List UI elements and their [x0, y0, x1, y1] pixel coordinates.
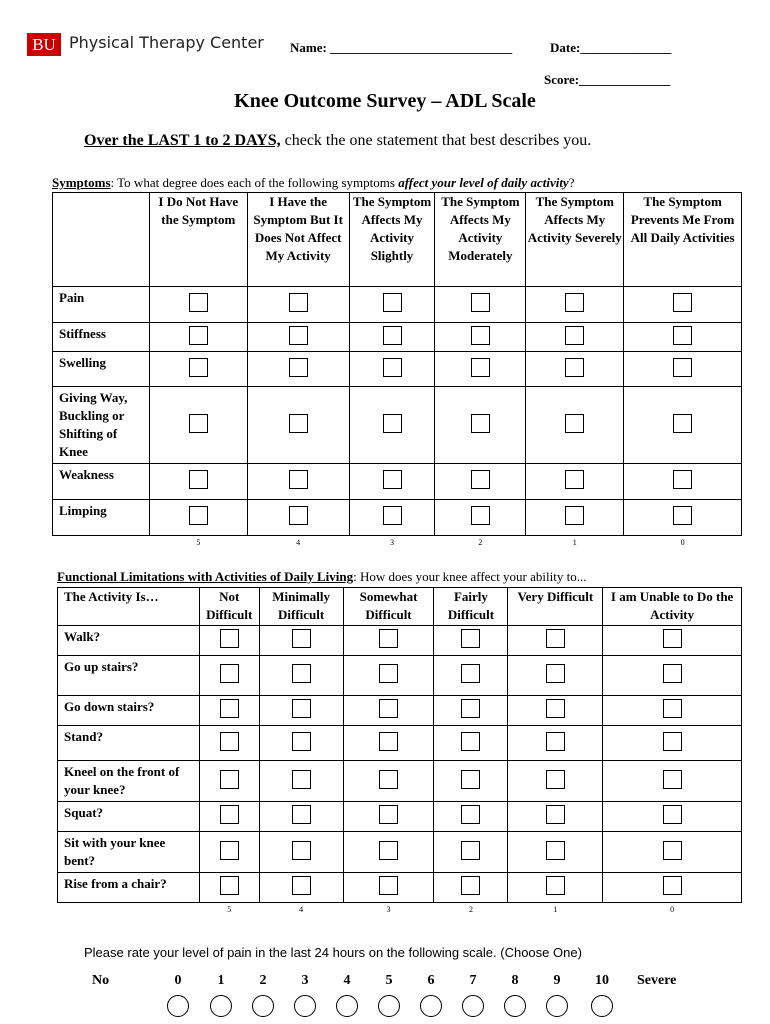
functional-cell: [199, 832, 259, 873]
symptoms-cell: [526, 464, 624, 500]
functional-cell: [199, 696, 259, 726]
symptoms-score-value: 2: [478, 538, 483, 547]
functional-cell: [434, 656, 508, 696]
functional-score-value: 0: [670, 905, 675, 914]
symptoms-cell: [349, 464, 435, 500]
pain-high-label: Severe: [637, 973, 677, 988]
functional-heading: [57, 569, 586, 585]
symptoms-checkbox[interactable]: [189, 293, 208, 312]
functional-checkbox[interactable]: [663, 629, 682, 648]
functional-cell: [259, 626, 343, 656]
functional-row: [58, 696, 742, 726]
functional-table: [57, 587, 742, 903]
functional-checkbox[interactable]: [379, 770, 398, 789]
functional-checkbox[interactable]: [546, 629, 565, 648]
symptoms-row: [53, 500, 742, 536]
symptoms-checkbox[interactable]: [189, 414, 208, 433]
symptoms-row-label: Pain: [53, 287, 150, 323]
symptoms-col-header: I Do Not Have the Symptom: [149, 193, 247, 287]
symptoms-cell: [435, 500, 526, 536]
functional-cell: [259, 802, 343, 832]
symptoms-checkbox[interactable]: [189, 326, 208, 345]
functional-cell: [259, 726, 343, 761]
date-field[interactable]: Date:______________: [550, 40, 672, 55]
symptoms-table: [52, 192, 742, 536]
pain-scale-number: 10: [595, 973, 609, 988]
functional-cell: [259, 656, 343, 696]
symptoms-score-value: 3: [390, 538, 394, 547]
symptoms-score-value: 4: [296, 538, 301, 547]
symptoms-checkbox[interactable]: [189, 358, 208, 377]
symptoms-row: [53, 464, 742, 500]
pain-low-label: No: [92, 973, 110, 988]
functional-checkbox[interactable]: [220, 664, 239, 683]
pain-scale-radio[interactable]: [378, 995, 400, 1017]
symptoms-checkbox[interactable]: [289, 293, 308, 312]
functional-checkbox[interactable]: [461, 841, 480, 860]
functional-cell: [343, 873, 434, 903]
functional-row: [58, 761, 742, 802]
functional-cell: [508, 873, 603, 903]
symptoms-cell: [247, 323, 349, 352]
symptoms-checkbox[interactable]: [565, 414, 584, 433]
symptoms-checkbox[interactable]: [289, 470, 308, 489]
functional-cell: [508, 832, 603, 873]
functional-checkbox[interactable]: [663, 699, 682, 718]
functional-checkbox[interactable]: [546, 770, 565, 789]
functional-cell: [199, 626, 259, 656]
logo-name: Physical Therapy Center: [69, 33, 264, 52]
pain-scale-number: 0: [174, 973, 182, 988]
functional-checkbox[interactable]: [220, 805, 239, 824]
functional-cell: [508, 626, 603, 656]
functional-cell: [508, 656, 603, 696]
functional-checkbox[interactable]: [292, 841, 311, 860]
pain-scale-number: 6: [427, 973, 435, 988]
functional-checkbox[interactable]: [292, 664, 311, 683]
symptoms-checkbox[interactable]: [289, 358, 308, 377]
functional-row: [58, 726, 742, 761]
symptoms-cell: [247, 500, 349, 536]
pain-scale-radio[interactable]: [591, 995, 613, 1017]
functional-score-value: 5: [227, 905, 232, 914]
symptoms-checkbox[interactable]: [383, 326, 402, 345]
symptoms-checkbox[interactable]: [673, 293, 692, 312]
functional-cell: [199, 726, 259, 761]
symptoms-question-end: ?: [568, 175, 575, 190]
functional-cell: [434, 873, 508, 903]
functional-checkbox[interactable]: [379, 876, 398, 895]
symptoms-checkbox[interactable]: [565, 358, 584, 377]
functional-row-label: Kneel on the front of your knee?: [58, 761, 200, 802]
pain-scale-radio[interactable]: [336, 995, 358, 1017]
pain-scale-radio[interactable]: [252, 995, 274, 1017]
symptoms-cell: [149, 500, 247, 536]
functional-cell: [508, 726, 603, 761]
symptoms-cell: [149, 323, 247, 352]
symptoms-checkbox[interactable]: [673, 358, 692, 377]
functional-checkbox[interactable]: [292, 629, 311, 648]
functional-row-label: Sit with your knee bent?: [58, 832, 200, 873]
symptoms-checkbox[interactable]: [383, 414, 402, 433]
symptoms-cell: [624, 287, 742, 323]
pain-question: Please rate your level of pain in the last 24 hours on the following scale. (Choose One): [84, 945, 582, 960]
functional-checkbox[interactable]: [292, 770, 311, 789]
functional-row: [58, 656, 742, 696]
functional-checkbox[interactable]: [663, 841, 682, 860]
functional-cell: [199, 761, 259, 802]
symptoms-cell: [149, 352, 247, 387]
symptoms-col-header: The Symptom Affects My Activity Slightly: [349, 193, 435, 287]
functional-checkbox[interactable]: [379, 841, 398, 860]
symptoms-row: [53, 323, 742, 352]
functional-checkbox[interactable]: [461, 699, 480, 718]
symptoms-checkbox[interactable]: [289, 506, 308, 525]
symptoms-checkbox[interactable]: [189, 506, 208, 525]
symptoms-cell: [624, 387, 742, 464]
functional-cell: [434, 626, 508, 656]
symptoms-col-header: The Symptom Affects My Activity Severely: [526, 193, 624, 287]
functional-checkbox[interactable]: [546, 699, 565, 718]
functional-checkbox[interactable]: [461, 732, 480, 751]
functional-cell: [603, 761, 742, 802]
symptoms-checkbox[interactable]: [471, 293, 490, 312]
functional-cell: [343, 761, 434, 802]
symptoms-cell: [624, 500, 742, 536]
name-field[interactable]: Name: ____________________________: [290, 40, 513, 55]
functional-checkbox[interactable]: [546, 876, 565, 895]
functional-cell: [603, 802, 742, 832]
symptoms-cell: [526, 352, 624, 387]
functional-checkbox[interactable]: [379, 664, 398, 683]
symptoms-checkbox[interactable]: [673, 470, 692, 489]
pain-scale-number: 2: [259, 973, 267, 988]
functional-checkbox[interactable]: [379, 699, 398, 718]
symptoms-col-header: The Symptom Affects My Activity Moderately: [435, 193, 526, 287]
pain-scale-number: 5: [385, 973, 393, 988]
symptoms-cell: [349, 500, 435, 536]
functional-cell: [603, 873, 742, 903]
symptoms-cell: [149, 387, 247, 464]
symptoms-cell: [247, 287, 349, 323]
symptoms-row: [53, 387, 742, 464]
functional-checkbox[interactable]: [292, 876, 311, 895]
functional-row-label: Squat?: [58, 802, 200, 832]
symptoms-cell: [349, 323, 435, 352]
functional-score-value: 1: [553, 905, 558, 914]
symptoms-checkbox[interactable]: [383, 506, 402, 525]
functional-row-label: Rise from a chair?: [58, 873, 200, 903]
functional-score-value: 2: [468, 905, 473, 914]
symptoms-cell: [624, 352, 742, 387]
functional-cell: [343, 656, 434, 696]
functional-checkbox[interactable]: [663, 770, 682, 789]
logo-mark: BU: [27, 33, 61, 56]
symptoms-col-header: I Have the Symptom But It Does Not Affect My Activity: [247, 193, 349, 287]
symptoms-checkbox[interactable]: [289, 326, 308, 345]
functional-cell: [508, 802, 603, 832]
functional-cell: [603, 726, 742, 761]
functional-checkbox[interactable]: [663, 664, 682, 683]
symptoms-cell: [526, 323, 624, 352]
symptoms-row-label: Limping: [53, 500, 150, 536]
functional-row-label: Walk?: [58, 626, 200, 656]
symptoms-cell: [349, 387, 435, 464]
functional-cell: [199, 656, 259, 696]
symptoms-row: [53, 352, 742, 387]
functional-checkbox[interactable]: [461, 876, 480, 895]
functional-col-header: Somewhat Difficult: [343, 588, 434, 626]
symptoms-cell: [435, 287, 526, 323]
symptoms-checkbox[interactable]: [673, 414, 692, 433]
symptoms-checkbox[interactable]: [383, 470, 402, 489]
functional-checkbox[interactable]: [379, 805, 398, 824]
functional-checkbox[interactable]: [379, 732, 398, 751]
functional-checkbox[interactable]: [546, 732, 565, 751]
functional-cell: [508, 696, 603, 726]
pain-scale-radio[interactable]: [462, 995, 484, 1017]
functional-cell: [603, 832, 742, 873]
pain-scale-number: 1: [217, 973, 225, 988]
symptoms-corner: [53, 193, 150, 287]
symptoms-score-value: 5: [196, 538, 201, 547]
functional-col-header: Very Difficult: [508, 588, 603, 626]
symptoms-header-row: [53, 193, 742, 287]
symptoms-row-label: Swelling: [53, 352, 150, 387]
symptoms-col-header: The Symptom Prevents Me From All Daily Activities: [624, 193, 742, 287]
functional-checkbox[interactable]: [663, 805, 682, 824]
symptoms-checkbox[interactable]: [189, 470, 208, 489]
symptoms-cell: [624, 464, 742, 500]
functional-row: [58, 626, 742, 656]
functional-score-value: 4: [299, 905, 304, 914]
functional-checkbox[interactable]: [220, 841, 239, 860]
symptoms-checkbox[interactable]: [471, 358, 490, 377]
functional-cell: [434, 726, 508, 761]
functional-cell: [434, 696, 508, 726]
functional-row-header: The Activity Is…: [58, 588, 200, 626]
functional-label: Functional Limitations with Activities of Daily Living: [57, 569, 354, 584]
functional-checkbox[interactable]: [546, 841, 565, 860]
symptoms-cell: [435, 352, 526, 387]
symptoms-question-emph: affect your level of daily activity: [398, 175, 569, 190]
functional-cell: [434, 832, 508, 873]
functional-row-label: Go up stairs?: [58, 656, 200, 696]
symptoms-label: Symptoms: [52, 175, 111, 190]
functional-question: : How does your knee affect your ability to...: [353, 569, 587, 584]
symptoms-heading: [52, 175, 574, 191]
symptoms-checkbox[interactable]: [471, 506, 490, 525]
functional-cell: [603, 626, 742, 656]
functional-cell: [343, 726, 434, 761]
functional-cell: [259, 832, 343, 873]
functional-checkbox[interactable]: [220, 699, 239, 718]
functional-checkbox[interactable]: [379, 629, 398, 648]
pain-scale-number: 4: [343, 973, 351, 988]
symptoms-row-label: Giving Way, Buckling or Shifting of Knee: [53, 387, 150, 464]
symptoms-checkbox[interactable]: [471, 414, 490, 433]
functional-score-value: 3: [386, 905, 391, 914]
pain-scale-radio[interactable]: [420, 995, 442, 1017]
functional-row: [58, 802, 742, 832]
symptoms-checkbox[interactable]: [471, 326, 490, 345]
symptoms-cell: [624, 323, 742, 352]
symptoms-cell: [526, 287, 624, 323]
functional-checkbox[interactable]: [663, 732, 682, 751]
pain-scale-number: 3: [301, 973, 309, 988]
symptoms-checkbox[interactable]: [565, 506, 584, 525]
functional-checkbox[interactable]: [220, 732, 239, 751]
functional-col-header: Not Difficult: [199, 588, 259, 626]
functional-cell: [259, 873, 343, 903]
functional-checkbox[interactable]: [461, 770, 480, 789]
functional-checkbox[interactable]: [546, 805, 565, 824]
pain-scale-number: 7: [469, 973, 477, 988]
pain-scale-radio[interactable]: [546, 995, 568, 1017]
symptoms-score-value: 1: [572, 538, 577, 547]
functional-checkbox[interactable]: [461, 664, 480, 683]
symptoms-row-label: Stiffness: [53, 323, 150, 352]
symptoms-checkbox[interactable]: [383, 358, 402, 377]
functional-cell: [343, 832, 434, 873]
page-title: Knee Outcome Survey – ADL Scale: [234, 90, 536, 112]
pain-scale-number: 9: [553, 973, 561, 988]
functional-cell: [434, 761, 508, 802]
functional-col-header: Minimally Difficult: [259, 588, 343, 626]
pain-scale-radio[interactable]: [210, 995, 232, 1017]
functional-cell: [199, 802, 259, 832]
functional-cell: [343, 802, 434, 832]
functional-checkbox[interactable]: [220, 629, 239, 648]
functional-row: [58, 832, 742, 873]
symptoms-cell: [526, 387, 624, 464]
functional-checkbox[interactable]: [220, 876, 239, 895]
functional-checkbox[interactable]: [546, 664, 565, 683]
symptoms-checkbox[interactable]: [565, 326, 584, 345]
symptoms-cell: [435, 464, 526, 500]
functional-cell: [343, 696, 434, 726]
functional-cell: [603, 696, 742, 726]
functional-checkbox[interactable]: [292, 732, 311, 751]
symptoms-cell: [349, 287, 435, 323]
functional-checkbox[interactable]: [292, 699, 311, 718]
instruction-rest: check the one statement that best describes you.: [280, 132, 592, 149]
symptoms-cell: [435, 387, 526, 464]
functional-row-label: Go down stairs?: [58, 696, 200, 726]
symptoms-checkbox[interactable]: [565, 293, 584, 312]
functional-row-label: Stand?: [58, 726, 200, 761]
instruction: [84, 132, 591, 150]
functional-checkbox[interactable]: [663, 876, 682, 895]
functional-checkbox[interactable]: [292, 805, 311, 824]
functional-checkbox[interactable]: [461, 629, 480, 648]
symptoms-cell: [247, 387, 349, 464]
score-field[interactable]: Score:______________: [544, 72, 671, 87]
symptoms-cell: [435, 323, 526, 352]
instruction-emph: Over the LAST 1 to 2 DAYS,: [84, 132, 281, 149]
functional-checkbox[interactable]: [220, 770, 239, 789]
functional-cell: [199, 873, 259, 903]
functional-col-header: Fairly Difficult: [434, 588, 508, 626]
symptoms-cell: [247, 464, 349, 500]
symptoms-checkbox[interactable]: [471, 470, 490, 489]
symptoms-score-value: 0: [680, 538, 685, 547]
symptoms-checkbox[interactable]: [673, 506, 692, 525]
functional-cell: [259, 761, 343, 802]
pain-scale-number: 8: [511, 973, 519, 988]
functional-cell: [343, 626, 434, 656]
symptoms-cell: [349, 352, 435, 387]
symptoms-checkbox[interactable]: [383, 293, 402, 312]
functional-cell: [259, 696, 343, 726]
functional-cell: [508, 761, 603, 802]
symptoms-cell: [149, 287, 247, 323]
functional-cell: [434, 802, 508, 832]
symptoms-row-label: Weakness: [53, 464, 150, 500]
functional-checkbox[interactable]: [461, 805, 480, 824]
symptoms-checkbox[interactable]: [289, 414, 308, 433]
symptoms-cell: [149, 464, 247, 500]
symptoms-question: : To what degree does each of the following symptoms: [110, 175, 399, 190]
functional-cell: [603, 656, 742, 696]
pain-scale-radio[interactable]: [167, 995, 189, 1017]
pain-scale-radio[interactable]: [294, 995, 316, 1017]
symptoms-checkbox[interactable]: [673, 326, 692, 345]
functional-row: [58, 873, 742, 903]
pain-scale-radio[interactable]: [504, 995, 526, 1017]
functional-col-header: I am Unable to Do the Activity: [603, 588, 742, 626]
symptoms-cell: [247, 352, 349, 387]
functional-header-row: [58, 588, 742, 626]
symptoms-checkbox[interactable]: [565, 470, 584, 489]
symptoms-row: [53, 287, 742, 323]
symptoms-cell: [526, 500, 624, 536]
